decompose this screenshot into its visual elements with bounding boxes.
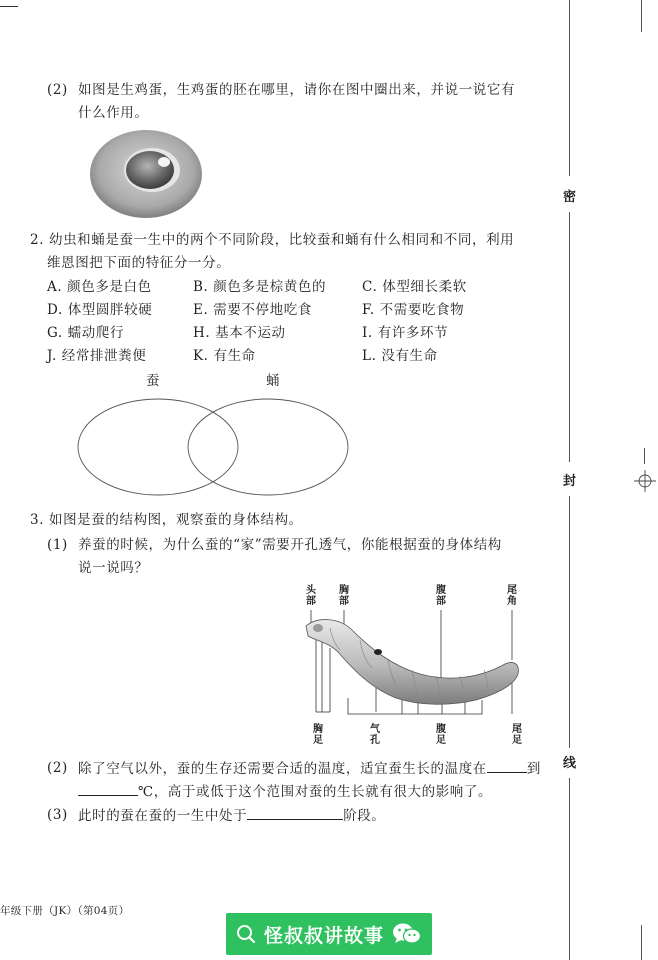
structure-sub3-number: (3) (47, 807, 68, 823)
option-a: A. 颜色多是白色 (47, 279, 152, 295)
structure-sub1-line2: 说一说吗？ (78, 560, 149, 576)
page-footer: 年级下册（JK）（第04页） (0, 905, 130, 917)
stage-blank[interactable] (247, 805, 343, 820)
label-thorax: 胸部 (339, 585, 349, 607)
sub2-line2-text: ℃，高于或低于这个范围对蚕的生长就有很大的影响了。 (138, 784, 493, 800)
search-icon (236, 924, 256, 944)
temperature-min-blank[interactable] (487, 758, 527, 773)
venn-circle-pupa (188, 399, 348, 495)
banner-text: 怪叔叔讲故事 (263, 924, 384, 947)
structure-sub2-line1 (78, 758, 541, 779)
sub2-to: 到 (526, 761, 542, 777)
option-l: L. 没有生命 (362, 348, 438, 364)
edge-tick-top (641, 0, 642, 32)
edge-tick-mid (644, 448, 645, 464)
temperature-max-blank[interactable] (78, 781, 138, 796)
binding-rail-line-mid (569, 212, 570, 462)
wechat-icon (392, 922, 422, 946)
option-j: J. 经常排泄粪便 (47, 348, 147, 364)
rail-label-seal: 密 (563, 190, 577, 205)
binding-rail-line-lower (569, 496, 570, 748)
option-d: D. 体型圆胖较硬 (47, 302, 153, 318)
binding-rail-line-bottom (569, 778, 570, 960)
venn-diagram (76, 397, 356, 499)
venn-circle-silkworm (78, 399, 238, 495)
structure-question-title: 3. 如图是蚕的结构图，观察蚕的身体结构。 (30, 512, 303, 528)
structure-sub1-number: (1) (47, 537, 68, 553)
edge-tick-bottom (641, 925, 642, 960)
option-k: K. 有生命 (193, 348, 256, 364)
binding-rail-line-top (569, 0, 570, 176)
sub3-text: 此时的蚕在蚕的一生中处于 (78, 808, 248, 824)
option-e: E. 需要不停地吃食 (193, 302, 312, 318)
egg-question-number: (2) (47, 82, 68, 98)
watermark-banner[interactable] (226, 913, 432, 955)
venn-label-pupa: 蛹 (266, 373, 281, 389)
venn-label-silkworm: 蚕 (146, 373, 161, 389)
option-h: H. 基本不运动 (193, 325, 286, 341)
raw-egg-image (88, 128, 206, 220)
label-tail-horn: 尾角 (507, 585, 517, 607)
structure-sub3-line (78, 805, 386, 826)
egg-question-line1: 如图是生鸡蛋，生鸡蛋的胚在哪里，请你在图中圈出来，并说一说它有 (78, 82, 516, 98)
structure-sub2-line2 (78, 781, 492, 802)
sub3-end: 阶段。 (343, 808, 386, 824)
label-abdominal-legs: 腹足 (436, 724, 446, 746)
option-g: G. 蠕动爬行 (47, 325, 125, 341)
label-tail-legs: 尾足 (512, 724, 522, 746)
label-abdomen: 腹部 (436, 585, 446, 607)
egg-question-line2: 什么作用。 (78, 105, 149, 121)
label-thoracic-legs: 胸足 (313, 724, 323, 746)
label-spiracle: 气孔 (370, 724, 380, 746)
registration-mark (634, 470, 656, 492)
rail-label-line: 线 (563, 756, 577, 771)
venn-question-line1: 2. 幼虫和蛹是蚕一生中的两个不同阶段，比较蚕和蛹有什么相同和不同，利用 (30, 232, 515, 248)
structure-sub1-line1: 养蚕的时候，为什么蚕的“家”需要开孔透气，你能根据蚕的身体结构 (78, 537, 502, 553)
structure-sub2-number: (2) (47, 760, 68, 776)
option-c: C. 体型细长柔软 (362, 279, 467, 295)
option-b: B. 颜色多是棕黄色的 (193, 279, 327, 295)
silkworm-diagram (300, 608, 530, 720)
crop-mark (0, 6, 18, 7)
venn-question-line2: 维恩图把下面的特征分一分。 (47, 255, 231, 271)
rail-label-close: 封 (563, 474, 577, 489)
label-head: 头部 (306, 585, 316, 607)
option-i: I. 有许多环节 (362, 325, 449, 341)
option-f: F. 不需要吃食物 (362, 302, 465, 318)
sub2-text: 除了空气以外，蚕的生存还需要合适的温度，适宜蚕生长的温度在 (78, 761, 487, 777)
